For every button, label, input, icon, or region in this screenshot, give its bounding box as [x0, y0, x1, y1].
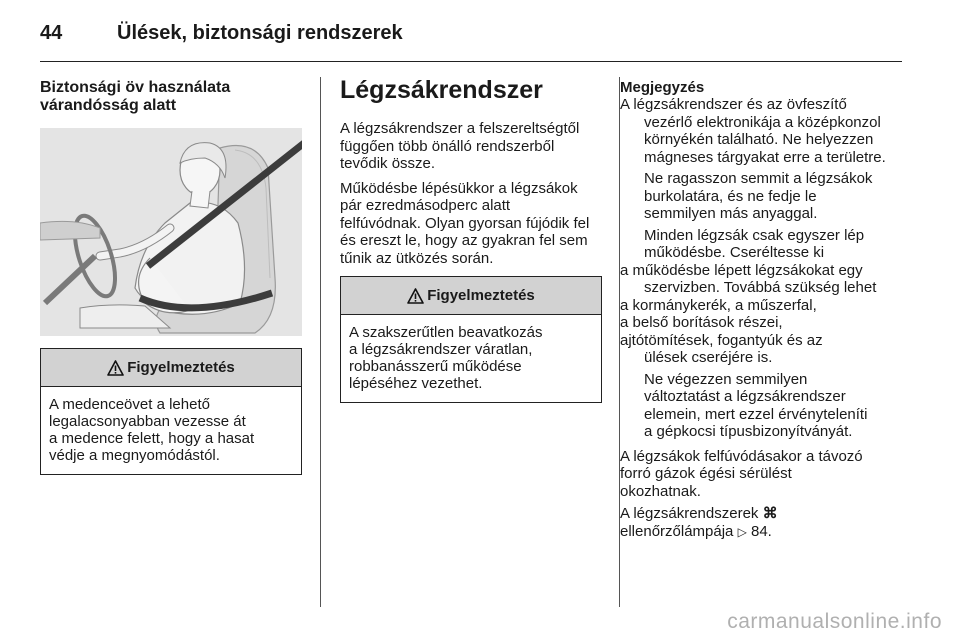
- text-line: semmilyen más anyaggal.: [644, 205, 818, 222]
- text-line: változtatást a légzsákrendszer: [644, 388, 846, 405]
- text-line: felfúvódnak. Olyan gyorsan fújódik fel: [340, 214, 590, 232]
- column-divider-left: [320, 77, 321, 607]
- paragraph-airbag-deployment: [340, 180, 602, 268]
- text-line: és ereszt le, hogy az gyakran fel sem: [340, 232, 588, 249]
- note-paragraph-electronics: [620, 96, 902, 166]
- header-rule: [40, 61, 902, 62]
- text-line: ajtótömítések, fogantyúk és az: [620, 331, 823, 349]
- text-line: szervizben. Továbbá szükség lehet: [644, 279, 877, 296]
- warning-text-line: A medenceövet a lehető: [49, 396, 210, 413]
- text-line: Ne ragasszon semmit a légzsákok: [644, 170, 873, 187]
- note-title: Megjegyzés: [620, 79, 705, 96]
- text-line: a kormánykerék, a műszerfal,: [620, 296, 817, 314]
- section-heading-line: várandósság alatt: [40, 97, 177, 114]
- warning-text-line: A szakszerűtlen beavatkozás: [349, 324, 543, 341]
- text-line: a belső borítások részei,: [620, 314, 783, 331]
- warning-text: [341, 315, 601, 402]
- chapter-title: Ülések, biztonsági rendszerek: [117, 22, 403, 44]
- warning-triangle-icon: [107, 360, 124, 376]
- warning-text-line: robbanásszerű működése: [349, 358, 522, 375]
- section-heading-line: Biztonsági öv használata: [40, 79, 231, 96]
- warning-title: Figyelmeztetés: [427, 287, 535, 304]
- text-line: pár ezredmásodperc alatt: [340, 197, 511, 214]
- text-line: függően több önálló rendszerből: [340, 137, 555, 155]
- text-line: a működésbe lépett légzsákokat egy: [620, 261, 863, 279]
- warning-box-lap-belt: [40, 348, 302, 475]
- column-left: [40, 79, 302, 475]
- airbag-indicator-icon: ⌘: [762, 505, 778, 522]
- text-line: A légzsákrendszer a felszereltségtől: [340, 120, 580, 137]
- text-line: elemein, mert ezzel érvényteleníti: [644, 405, 868, 423]
- indicator-reference-line: [620, 523, 902, 542]
- text-line: Minden légzsák csak egyszer lép: [644, 226, 865, 244]
- text-line: környékén található. Ne helyezzen: [644, 131, 874, 148]
- text-line: tevődik össze.: [340, 155, 436, 172]
- warning-header: [341, 277, 601, 315]
- section-heading-pregnancy-seatbelt: [40, 79, 302, 115]
- warning-text: [41, 387, 301, 474]
- warning-header: [41, 349, 301, 387]
- warning-text-line: legalacsonyabban vezesse át: [49, 413, 246, 430]
- paragraph-hot-gases: [620, 448, 902, 501]
- text-line: A légzsákrendszerek: [620, 505, 759, 522]
- paragraph-indicator-light: [620, 505, 902, 541]
- column-middle: [340, 76, 602, 403]
- warning-text-line: lépéséhez vezethet.: [349, 375, 483, 392]
- page-number: 44: [40, 22, 63, 44]
- text-line: forró gázok égési sérülést: [620, 465, 792, 482]
- note-paragraph-single-use: [620, 227, 902, 367]
- warning-text-line: védje a megnyomódástól.: [49, 447, 220, 464]
- page-reference-link[interactable]: 84.: [750, 522, 772, 540]
- text-line: mágneses tárgyakat erre a területre.: [644, 148, 886, 166]
- text-line: burkolatára, és ne fedje le: [644, 187, 817, 205]
- text-line: ellenőrzőlámpája: [620, 522, 734, 540]
- indicator-line: [620, 505, 902, 523]
- text-line: Működésbe lépésükkor a légzsákok: [340, 179, 578, 197]
- column-right: [620, 79, 902, 541]
- text-line: tűnik az ütközés során.: [340, 249, 494, 267]
- text-line: vezérlő elektronikája a középkonzol: [644, 113, 881, 131]
- text-line: A légzsákrendszer és az övfeszítő: [620, 96, 847, 113]
- text-line: Ne végezzen semmilyen: [644, 370, 808, 388]
- warning-text-line: a medence felett, hogy a hasat: [49, 430, 255, 447]
- note-paragraph-no-modification: [620, 371, 902, 441]
- pregnant-driver-illustration: [40, 128, 302, 336]
- text-line: működésbe. Cseréltesse ki: [644, 244, 825, 261]
- section-heading-airbag-system: Légzsákrendszer: [340, 76, 543, 104]
- warning-text-line: a légzsákrendszer váratlan,: [349, 341, 533, 358]
- text-line: okozhatnak.: [620, 482, 701, 500]
- warning-triangle-icon: [407, 288, 424, 304]
- page-reference-arrow-icon: ▷: [737, 524, 747, 539]
- text-line: A légzsákok felfúvódásakor a távozó: [620, 447, 863, 465]
- warning-title: Figyelmeztetés: [127, 359, 235, 376]
- text-line: a gépkocsi típusbizonyítványát.: [644, 423, 853, 440]
- watermark: carmanualsonline.info: [727, 610, 942, 633]
- warning-box-improper-handling: [340, 276, 602, 403]
- text-line: ülések cseréjére is.: [644, 349, 773, 366]
- note-paragraph-cover: [620, 170, 902, 223]
- paragraph-airbag-components: [340, 120, 602, 173]
